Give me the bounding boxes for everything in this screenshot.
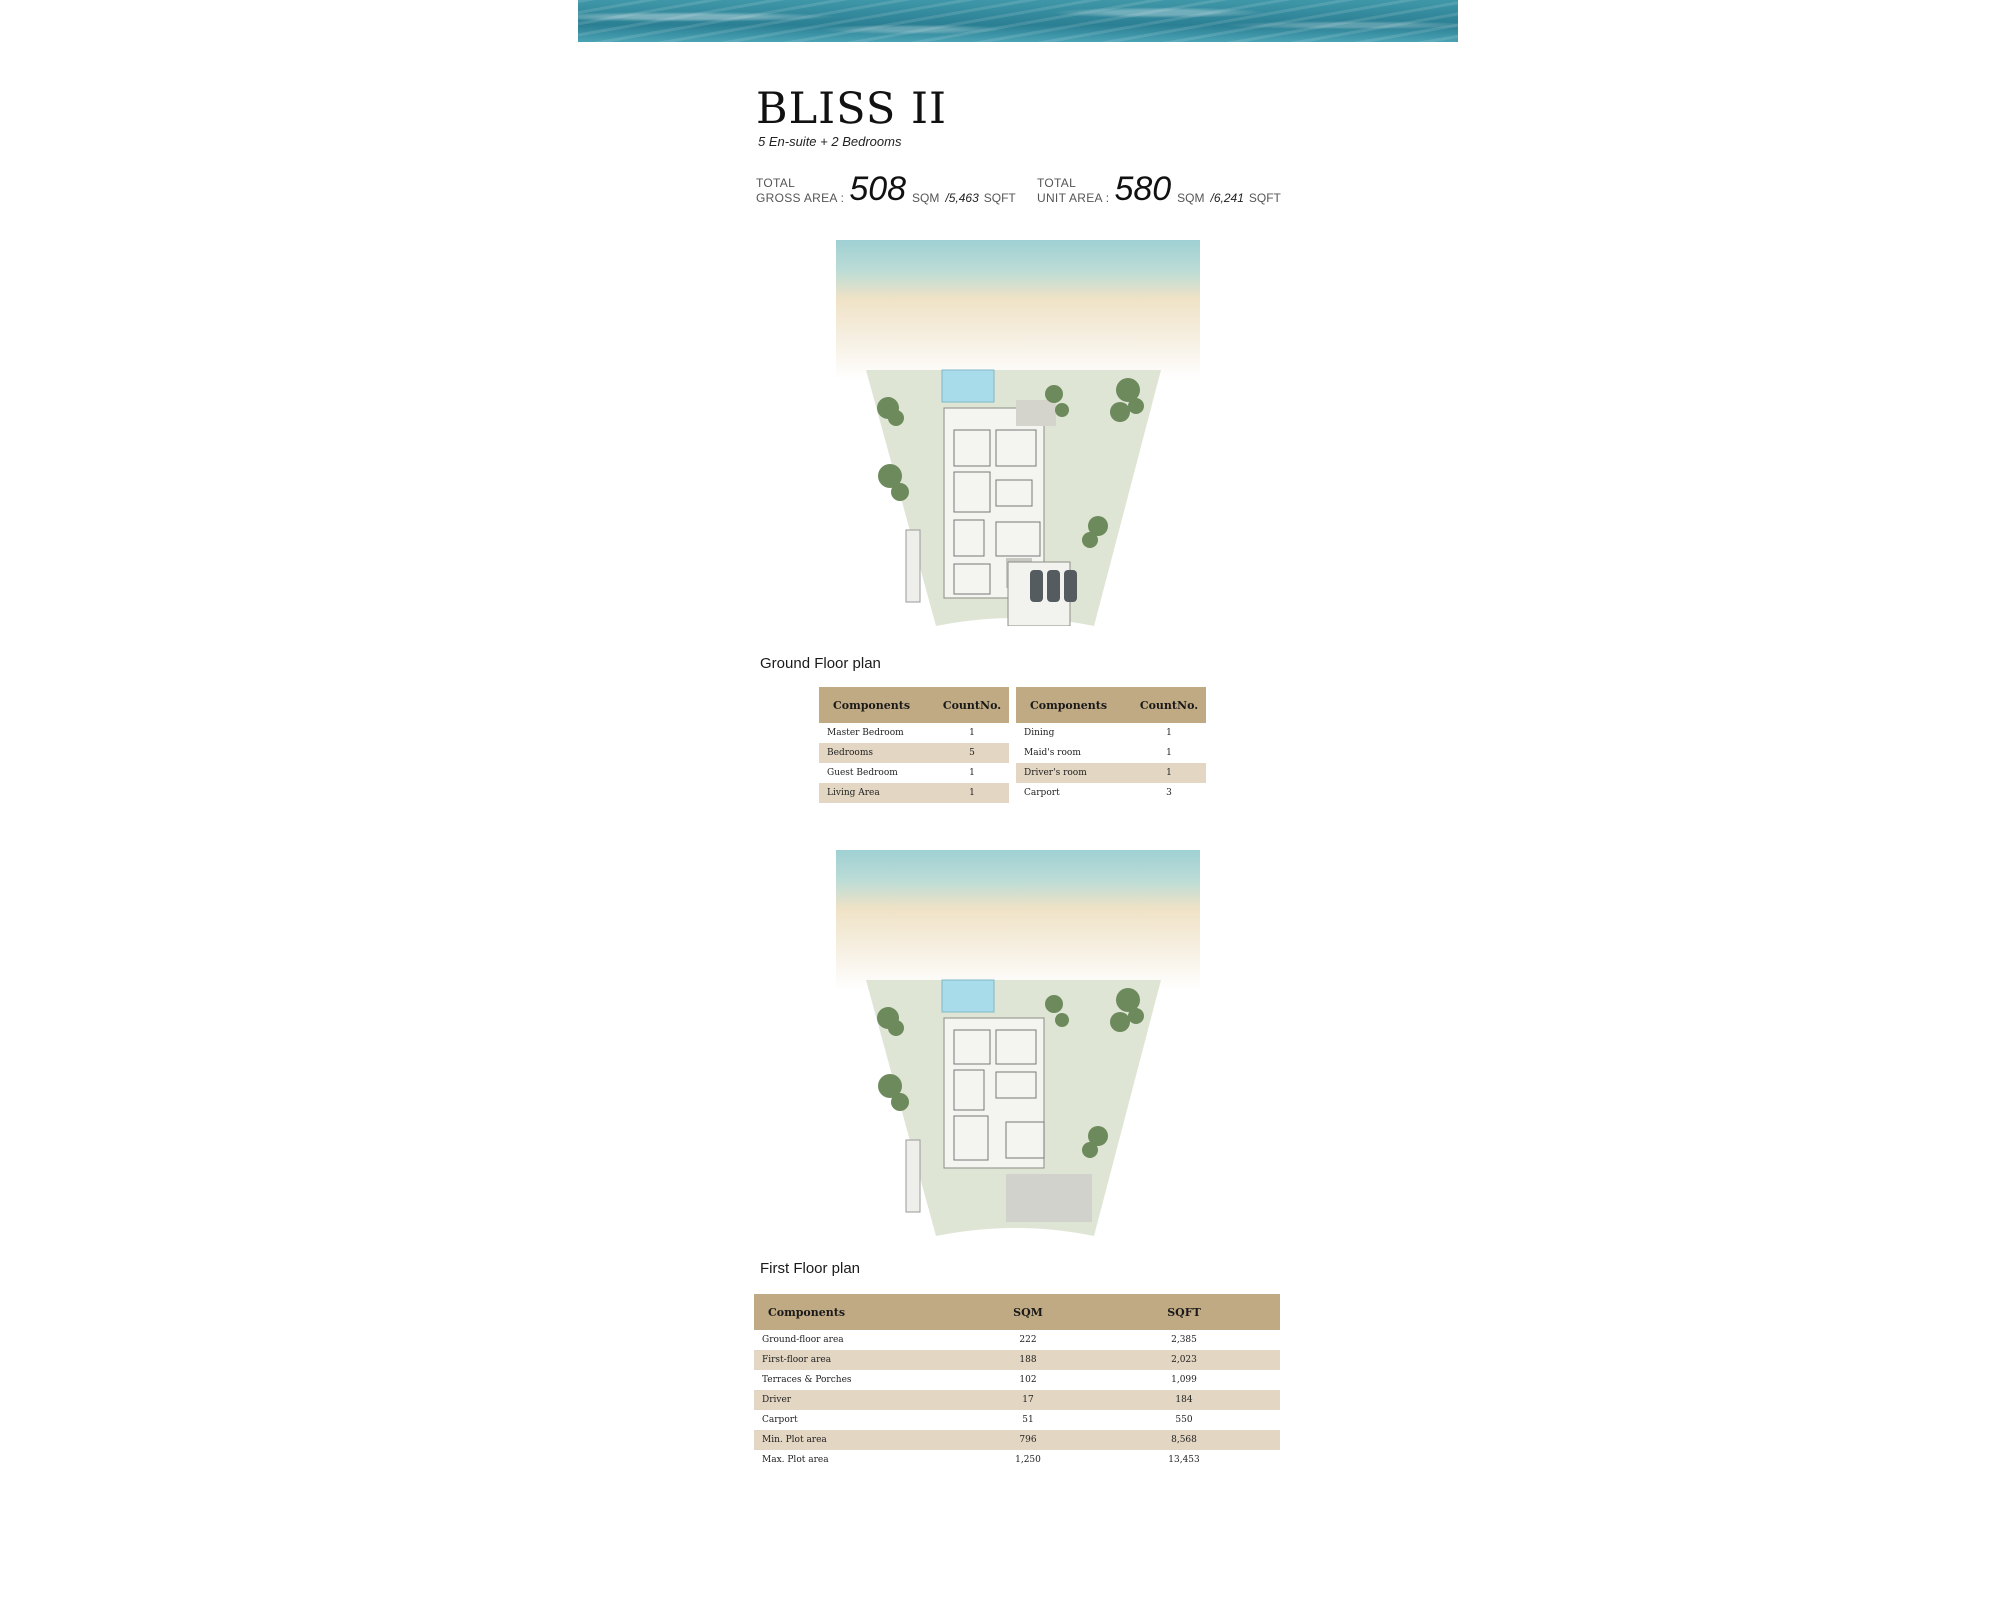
ground-floor-components-table-right [1016, 687, 1206, 803]
cell-sqm: 51 [1022, 1415, 1034, 1425]
sea-water-banner [578, 0, 1458, 42]
cell-component: Maid's room [1024, 748, 1081, 758]
ground-floor-plan-image [836, 240, 1200, 626]
cell-component: Driver's room [1016, 763, 1132, 783]
cell-component: Terraces & Porches [762, 1375, 852, 1385]
cell-sqft: 13,453 [1168, 1455, 1200, 1465]
cell-component: Living Area [819, 783, 935, 803]
page-subtitle: 5 En-suite + 2 Bedrooms [758, 134, 902, 149]
table-row [1016, 743, 1206, 763]
cell-count: 1 [969, 728, 975, 738]
area-breakdown-table [754, 1294, 1280, 1470]
unit-area-sqft: /6,241 [1210, 191, 1244, 205]
table-row [754, 1430, 1280, 1450]
unit-area-label: TOTAL UNIT AREA : [1037, 176, 1110, 205]
cell-component: Carport [1024, 788, 1060, 798]
cell-component: Carport [762, 1415, 798, 1425]
first-floor-plan-image [836, 850, 1200, 1236]
col-sqm: SQM [968, 1294, 1088, 1330]
cell-sqft: 550 [1175, 1415, 1193, 1425]
gross-area-sqm: 508 [849, 170, 907, 208]
unit-area-sqm-unit: SQM [1177, 191, 1205, 205]
col-count: CountNo. [935, 687, 1009, 723]
cell-sqft: 2,023 [1088, 1350, 1280, 1370]
table-row [819, 783, 1009, 803]
cell-component: Max. Plot area [762, 1455, 829, 1465]
table-row [754, 1350, 1280, 1370]
gross-area [756, 172, 1022, 206]
table-row [754, 1330, 1280, 1350]
gross-area-sqft: /5,463 [945, 191, 979, 205]
ground-floor-caption: Ground Floor plan [760, 655, 881, 672]
cell-component: Driver [754, 1390, 968, 1410]
table-header-row [819, 687, 1009, 723]
table-row [754, 1370, 1280, 1390]
cell-count: 1 [935, 783, 1009, 803]
cell-component: First-floor area [754, 1350, 968, 1370]
first-floor-caption: First Floor plan [760, 1260, 861, 1277]
cell-count: 1 [1132, 763, 1206, 783]
cell-count: 1 [969, 768, 975, 778]
cell-sqft: 184 [1088, 1390, 1280, 1410]
unit-area-sqm: 580 [1114, 170, 1172, 208]
page-title: BLISS II [756, 84, 947, 134]
cell-component: Dining [1024, 728, 1055, 738]
cell-count: 1 [1166, 728, 1172, 738]
cell-component: Ground-floor area [762, 1335, 844, 1345]
table-row [1016, 723, 1206, 743]
cell-count: 3 [1166, 788, 1172, 798]
cell-sqm: 102 [1019, 1375, 1037, 1385]
cell-sqm: 17 [968, 1390, 1088, 1410]
ground-floor-components-table-left [819, 687, 1009, 803]
cell-component: Min. Plot area [754, 1430, 968, 1450]
table-row [1016, 763, 1206, 783]
cell-sqft: 8,568 [1088, 1430, 1280, 1450]
table-row [1016, 783, 1206, 803]
gross-area-sqft-unit: SQFT [983, 191, 1016, 205]
cell-component: Master Bedroom [827, 728, 904, 738]
gross-area-label: TOTAL GROSS AREA : [756, 176, 845, 205]
table-row [754, 1410, 1280, 1430]
table-header-row [754, 1294, 1280, 1330]
cell-component: Guest Bedroom [827, 768, 898, 778]
unit-area [1037, 172, 1287, 206]
table-row [754, 1450, 1280, 1470]
gross-area-sqm-unit: SQM [912, 191, 940, 205]
cell-sqft: 2,385 [1171, 1335, 1197, 1345]
cell-sqm: 222 [1019, 1335, 1037, 1345]
cell-sqft: 1,099 [1171, 1375, 1197, 1385]
table-row [819, 763, 1009, 783]
cell-count: 1 [1166, 748, 1172, 758]
cell-sqm: 1,250 [1015, 1455, 1041, 1465]
table-row [754, 1390, 1280, 1410]
cell-component: Bedrooms [819, 743, 935, 763]
cell-sqm: 188 [968, 1350, 1088, 1370]
col-components: Components [1016, 687, 1132, 723]
table-header-row [1016, 687, 1206, 723]
table-row [819, 723, 1009, 743]
cell-sqm: 796 [968, 1430, 1088, 1450]
col-sqft: SQFT [1088, 1294, 1280, 1330]
col-components: Components [819, 687, 935, 723]
table-row [819, 743, 1009, 763]
col-components: Components [754, 1294, 968, 1330]
cell-count: 5 [935, 743, 1009, 763]
col-count: CountNo. [1132, 687, 1206, 723]
unit-area-sqft-unit: SQFT [1248, 191, 1281, 205]
